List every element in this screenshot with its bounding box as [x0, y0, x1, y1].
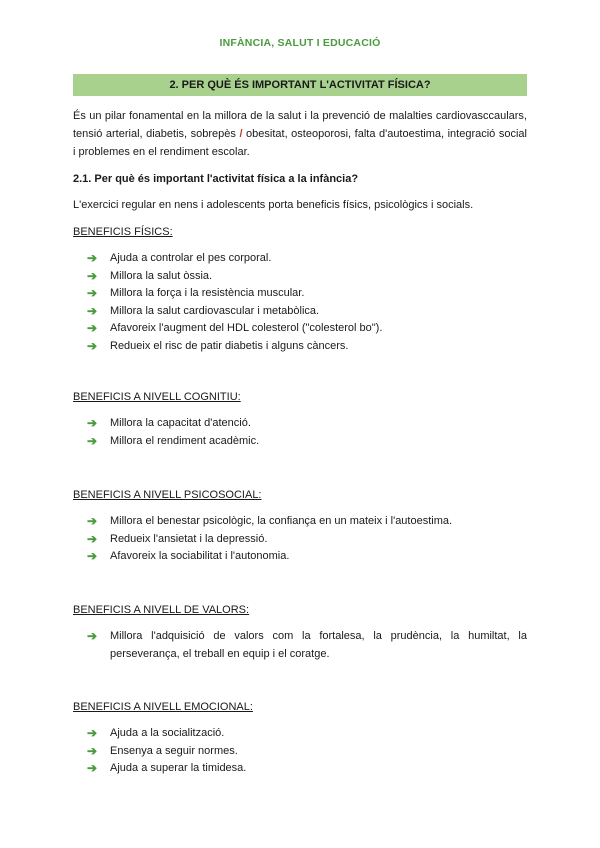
arrow-right-icon: ➔: [87, 286, 98, 300]
arrow-right-icon: ➔: [87, 268, 98, 283]
arrow-right-icon: ➔: [87, 303, 98, 318]
list-item: ➔ Millora el benestar psicològic, la confiança en un mateix i l'autoestima.: [73, 513, 527, 531]
group-heading-emotional: BENEFICIS A NIVELL EMOCIONAL:: [73, 701, 253, 713]
group-heading-physical: BENEFICIS FÍSICS:: [73, 226, 173, 238]
arrow-right-icon: ➔: [87, 416, 98, 430]
list-item: ➔ Redueix l'ansietat i la depressió.: [73, 531, 527, 549]
page-header: INFÀNCIA, SALUT I EDUCACIÓ: [219, 37, 381, 49]
arrow-right-icon: ➔: [87, 743, 98, 758]
arrow-right-icon: ➔: [87, 321, 98, 335]
arrow-right-icon: ➔: [87, 761, 98, 775]
list-item: ➔ Ajuda a superar la timidesa.: [73, 760, 527, 778]
arrow-right-icon: ➔: [87, 531, 98, 546]
list-item: ➔ Afavoreix la sociabilitat i l'autonomia.: [73, 548, 527, 566]
list-item: ➔ Afavoreix l'augment del HDL colesterol ("colesterol bo").: [73, 320, 527, 338]
list-item: ➔ Millora el rendiment acadèmic.: [73, 433, 527, 451]
subsection-text: L'exercici regular en nens i adolescents porta beneficis físics, psicològics i socials.: [73, 199, 474, 211]
group-heading-values: BENEFICIS A NIVELL DE VALORS:: [73, 604, 250, 616]
subsection-title: 2.1. Per què és important l'activitat física a la infància?: [73, 173, 359, 185]
section-title-bar: 2. PER QUÈ ÉS IMPORTANT L'ACTIVITAT FÍSICA?: [73, 74, 527, 96]
intro-text-part1: És un pilar fonamental en la millora de la salut i la prevenció de malalties cardiovasccaulars, tensió arterial, diabetis, sobrepès: [73, 110, 527, 140]
list-item: ➔ Redueix el risc de patir diabetis i alguns càncers.: [73, 338, 527, 356]
arrow-right-icon: ➔: [87, 726, 98, 740]
list-item: ➔ Millora la capacitat d'atenció.: [73, 415, 527, 433]
list-item: ➔ Ajuda a la socialització.: [73, 725, 527, 743]
list-emotional: [73, 725, 527, 778]
list-values: [73, 628, 527, 663]
arrow-right-icon: ➔: [87, 549, 98, 563]
group-heading-cognitive: BENEFICIS A NIVELL COGNITIU:: [73, 391, 241, 403]
arrow-right-icon: ➔: [87, 251, 98, 265]
list-item: ➔ Millora la força i la resistència muscular.: [73, 285, 527, 303]
group-heading-psychosocial: BENEFICIS A NIVELL PSICOSOCIAL:: [73, 489, 262, 501]
arrow-right-icon: ➔: [87, 338, 98, 353]
intro-text-part2: obesitat, osteoporosi, falta d'autoestima, integració social i problemes en el rendiment escolar.: [73, 128, 527, 158]
list-item: ➔ Millora la salut cardiovascular i metabòlica.: [73, 303, 527, 321]
list-item: ➔ Ensenya a seguir normes.: [73, 743, 527, 761]
arrow-right-icon: ➔: [87, 514, 98, 528]
list-item: ➔ Ajuda a controlar el pes corporal.: [73, 250, 527, 268]
arrow-right-icon: ➔: [87, 629, 98, 643]
intro-paragraph: [73, 107, 527, 161]
list-physical: [73, 250, 527, 355]
arrow-right-icon: ➔: [87, 433, 98, 448]
intro-slash: /: [239, 128, 243, 140]
list-item: ➔ Millora l'adquisició de valors com la fortalesa, la prudència, la humiltat, la perseverança, el treball en equip i el coratge.: [87, 629, 527, 660]
list-cognitive: [73, 415, 527, 450]
list-item: ➔ Millora la salut òssia.: [73, 268, 527, 286]
list-psychosocial: [73, 513, 527, 566]
